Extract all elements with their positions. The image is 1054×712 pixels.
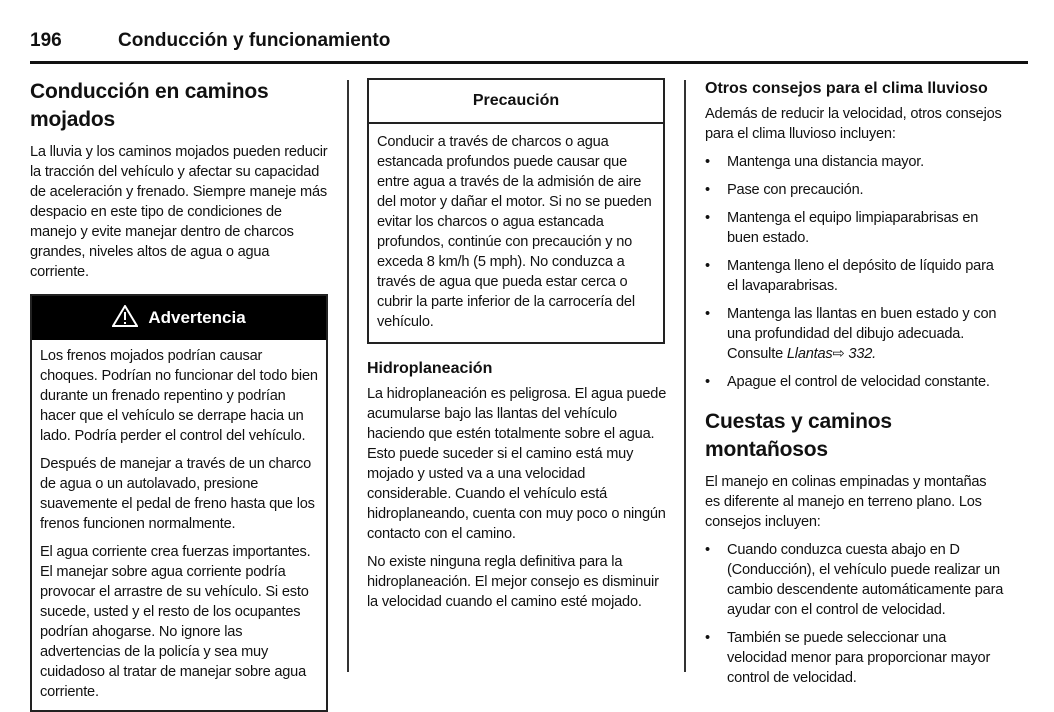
bullet-icon: • xyxy=(705,258,710,274)
caution-body xyxy=(369,124,663,342)
bullet-icon: • xyxy=(705,630,710,646)
arrow-right-icon: ⇨ xyxy=(832,346,845,362)
header-rule xyxy=(30,61,1028,64)
bullet-icon: • xyxy=(705,374,710,390)
bullet-icon: • xyxy=(705,210,710,226)
cross-reference-page[interactable]: 332. xyxy=(848,346,877,362)
list-item: • Mantenga el equipo limpiaparabrisas en buen estado. xyxy=(705,210,979,246)
cross-reference-link[interactable]: Llantas xyxy=(786,346,833,362)
bullet-icon: • xyxy=(705,306,710,322)
warning-triangle-icon xyxy=(112,305,138,332)
hills-list xyxy=(705,540,1005,688)
hydroplaning-section xyxy=(367,358,667,612)
list-item: • Pase con precaución. xyxy=(705,182,864,198)
bullet-icon: • xyxy=(705,154,710,170)
hills-section xyxy=(705,408,1005,688)
warning-paragraph: Después de manejar a través de un charco de agua o un autolavado, presione suavemente el pedal de freno hasta que los frenos funcionen normalmente. xyxy=(40,456,315,532)
column-caution-hydroplaning xyxy=(367,78,667,620)
bullet-icon: • xyxy=(705,182,710,198)
warning-box xyxy=(30,294,328,712)
section-title: Cuestas y caminos montañosos xyxy=(705,410,892,461)
hydroplaning-paragraph: No existe ninguna regla definitiva para la hidroplaneación. El mejor consejo es disminuir la velocidad cuando el camino esté mojado. xyxy=(367,554,659,610)
subsection-title: Otros consejos para el clima lluvioso xyxy=(705,80,988,97)
warning-body xyxy=(32,340,326,702)
column-divider xyxy=(347,80,349,672)
hills-intro: El manejo en colinas empinadas y montañas es diferente al manejo en terreno plano. Los consejos incluyen: xyxy=(705,474,987,530)
page-number: 196 xyxy=(30,30,62,51)
caution-box xyxy=(367,78,665,344)
section-title: Conducción en caminos mojados xyxy=(30,80,269,131)
rain-tips-list xyxy=(705,152,1005,392)
list-item: • Mantenga las llantas en buen estado y con una profundidad del dibujo adecuada. Consulte Llantas⇨ 332. xyxy=(705,306,997,362)
list-item: • Mantenga lleno el depósito de líquido para el lavaparabrisas. xyxy=(705,258,994,294)
page-header xyxy=(30,30,1028,56)
bullet-icon: • xyxy=(705,542,710,558)
warning-paragraph: Los frenos mojados podrían causar choques. Podrían no funcionar del todo bien durante un frenado repentino y podrían hacer que el vehículo se derrape hacia un lado. Podría perder el control del vehículo. xyxy=(40,348,318,444)
hydroplaning-paragraph: La hidroplaneación es peligrosa. El agua puede acumularse bajo las llantas del vehículo haciendo que estén totalmente sobre el agua. Esto puede suceder si el camino está muy mojado y usted va a una velocidad considerable. Cuando el vehículo está hidroplaneando, cuenta con muy poco o ningún contacto con el camino. xyxy=(367,386,667,542)
column-rain-hills xyxy=(705,78,1005,696)
list-item: • Mantenga una distancia mayor. xyxy=(705,154,925,170)
warning-header xyxy=(32,296,326,340)
list-item: • Cuando conduzca cuesta abajo en D (Conducción), el vehículo puede realizar un cambio descendente automáticamente para ayudar con el control de velocidad. xyxy=(705,542,1004,618)
caution-text: Conducir a través de charcos o agua estancada profundos puede causar que entre agua a través de la admisión de aire del motor y dañar el motor. Si no se pueden evitar los charcos o agua estancada profundos, continúe con precaución y no exceda 8 km/h (5 mph). No conduzca a través de agua que pueda estar cerca o cubrir la parte inferior de la carrocería del vehículo. xyxy=(377,134,652,330)
rain-tips-intro: Además de reducir la velocidad, otros consejos para el clima lluvioso incluyen: xyxy=(705,106,1002,142)
column-wet-roads xyxy=(30,78,330,712)
intro-paragraph: La lluvia y los caminos mojados pueden reducir la tracción del vehículo y afectar su capacidad de aceleración y frenado. Siempre maneje más despacio en este tipo de condiciones de manejo y evite manejar dentro de charcos grandes, niveles altos de agua o agua corriente. xyxy=(30,144,328,280)
caution-header: Precaución xyxy=(369,80,663,124)
column-divider xyxy=(684,80,686,672)
subsection-title: Hidroplaneación xyxy=(367,360,493,377)
chapter-title: Conducción y funcionamiento xyxy=(118,30,391,51)
list-item: • También se puede seleccionar una velocidad menor para proporcionar mayor control de velocidad. xyxy=(705,630,991,686)
warning-label: Advertencia xyxy=(148,308,246,327)
list-item: • Apague el control de velocidad constante. xyxy=(705,374,990,390)
warning-paragraph: El agua corriente crea fuerzas importantes. El manejar sobre agua corriente podría provocar el arrastre de su vehículo. Si esto sucede, usted y el resto de los ocupantes podrían ahogarse. No ignore las advertencias de la policía y sea muy cuidadoso al tratar de manejar sobre agua corriente. xyxy=(40,544,311,700)
